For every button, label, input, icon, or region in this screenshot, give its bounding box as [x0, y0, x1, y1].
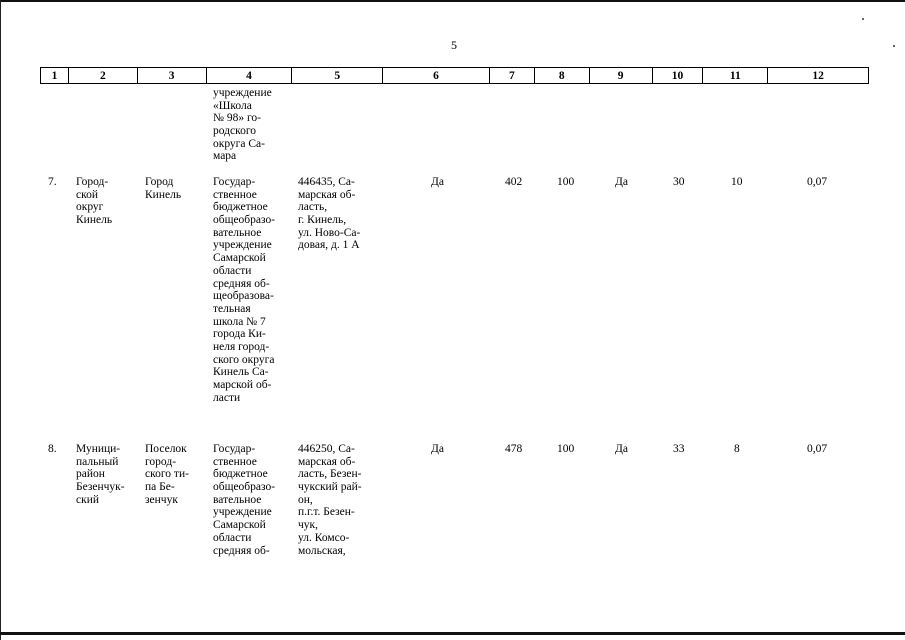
cell-line: марская об- [298, 455, 356, 468]
cell-line: Муници- [76, 443, 121, 455]
cell-line: «Школа [213, 99, 252, 112]
header-col-4: 4 [207, 68, 293, 83]
cell-line: ул. Ново-Са- [298, 226, 361, 239]
row8-col11: 8 [734, 443, 740, 455]
cell-line: ственное [213, 188, 257, 201]
header-col-10: 10 [653, 68, 704, 83]
row7-col10: 30 [673, 176, 685, 188]
cell-line: учреждение [213, 239, 272, 252]
row8-address [298, 443, 378, 557]
header-col-3: 3 [138, 68, 207, 83]
row8-col7: 478 [505, 443, 523, 455]
cell-line: Кинель [76, 214, 113, 227]
cell-line: вательное [213, 493, 262, 506]
cell-line: области [213, 264, 252, 277]
cell-line: мара [213, 150, 237, 163]
row7-municipality [76, 176, 138, 227]
header-col-5: 5 [292, 68, 383, 83]
header-col-2: 2 [69, 68, 138, 83]
cell-line: учреждение [213, 506, 272, 519]
cell-line: округ [76, 201, 104, 214]
cell-line: па Бе- [145, 481, 175, 494]
cell-line: города Ки- [213, 328, 266, 341]
cell-line: области [213, 531, 252, 544]
row8-col12: 0,07 [807, 443, 828, 455]
row8-col8: 100 [557, 443, 575, 455]
page-top-border [0, 0, 905, 2]
cell-line: 446435, Са- [298, 176, 355, 188]
cell-line: школа № 7 [213, 315, 266, 328]
cell-line: неля город- [213, 340, 270, 353]
cell-line: ского ти- [145, 468, 189, 481]
cell-line: марская об- [298, 188, 356, 201]
cell-line: учреждение [213, 87, 272, 99]
row7-col7: 402 [505, 176, 523, 188]
row7-col12: 0,07 [807, 176, 828, 188]
cell-line: Город- [76, 176, 109, 188]
cell-line: бюджетное [213, 468, 268, 481]
cell-line: Город [145, 176, 174, 188]
continuation-col4-cell [213, 87, 286, 163]
row8-col10: 33 [673, 443, 685, 455]
cell-line: город- [145, 455, 177, 468]
cell-line: общеобразо- [213, 481, 276, 494]
row7-col6: Да [431, 176, 444, 188]
cell-line: марской об- [213, 379, 272, 391]
cell-line: ласть, Безен- [298, 468, 362, 481]
cell-line: ский [76, 493, 99, 506]
row7-address [298, 176, 378, 252]
page-number: 5 [451, 38, 457, 52]
cell-line: зенчук [145, 493, 178, 506]
cell-line: ласть, [298, 201, 328, 214]
cell-line: тельная [213, 302, 251, 315]
cell-line: ской [76, 188, 99, 201]
header-col-7: 7 [490, 68, 535, 83]
header-col-6: 6 [383, 68, 490, 83]
cell-line: средняя об- [213, 544, 270, 557]
cell-line: бюджетное [213, 201, 268, 214]
scan-speck [893, 45, 895, 47]
row8-col6: Да [431, 443, 444, 455]
row8-institution [213, 443, 286, 557]
header-col-9: 9 [590, 68, 653, 83]
cell-line: № 98» го- [213, 112, 261, 125]
row7-number: 7. [48, 176, 57, 188]
page-bottom-border [0, 632, 905, 635]
row7-col9: Да [615, 176, 628, 188]
cell-line: ственное [213, 455, 257, 468]
cell-line: чукский рай- [298, 481, 362, 494]
cell-line: Кинель [145, 188, 182, 201]
cell-line: средняя об- [213, 277, 270, 290]
header-col-8: 8 [535, 68, 590, 83]
cell-line: Самарской [213, 519, 266, 532]
cell-line: пальный [76, 455, 119, 468]
header-col-11: 11 [703, 68, 768, 83]
cell-line: округа Са- [213, 137, 265, 150]
cell-line: Кинель Са- [213, 366, 269, 379]
cell-line: Государ- [213, 176, 256, 188]
cell-line: Государ- [213, 443, 256, 455]
cell-line: общеобразо- [213, 214, 276, 227]
cell-line: Самарской [213, 252, 266, 265]
cell-line: ласти [213, 391, 241, 404]
row8-number: 8. [48, 443, 57, 455]
cell-line: ул. Комсо- [298, 531, 350, 544]
row7-institution [213, 176, 286, 404]
row8-locality [145, 443, 207, 506]
cell-line: щеобразова- [213, 290, 274, 303]
scan-speck [862, 18, 864, 20]
cell-line: довая, д. 1 А [298, 239, 360, 252]
cell-line: он, [298, 493, 313, 506]
cell-line: ского округа [213, 353, 275, 366]
row8-col9: Да [615, 443, 628, 455]
cell-line: родского [213, 125, 257, 138]
header-col-12: 12 [812, 69, 824, 82]
row7-col11: 10 [731, 176, 743, 188]
cell-line: мольская, [298, 544, 346, 557]
cell-line: вательное [213, 226, 262, 239]
header-col-1: 1 [41, 68, 69, 83]
row7-col8: 100 [557, 176, 575, 188]
cell-line: г. Кинель, [298, 214, 347, 227]
cell-line: район [76, 468, 105, 481]
row7-locality [145, 176, 207, 201]
cell-line: п.г.т. Безен- [298, 506, 355, 519]
cell-line: Безенчук- [76, 481, 125, 494]
page-left-border [0, 0, 1, 640]
cell-line: чук, [298, 519, 318, 532]
table-header-row [40, 67, 869, 84]
cell-line: 446250, Са- [298, 443, 355, 455]
cell-line: Поселок [145, 443, 187, 455]
row8-municipality [76, 443, 138, 506]
